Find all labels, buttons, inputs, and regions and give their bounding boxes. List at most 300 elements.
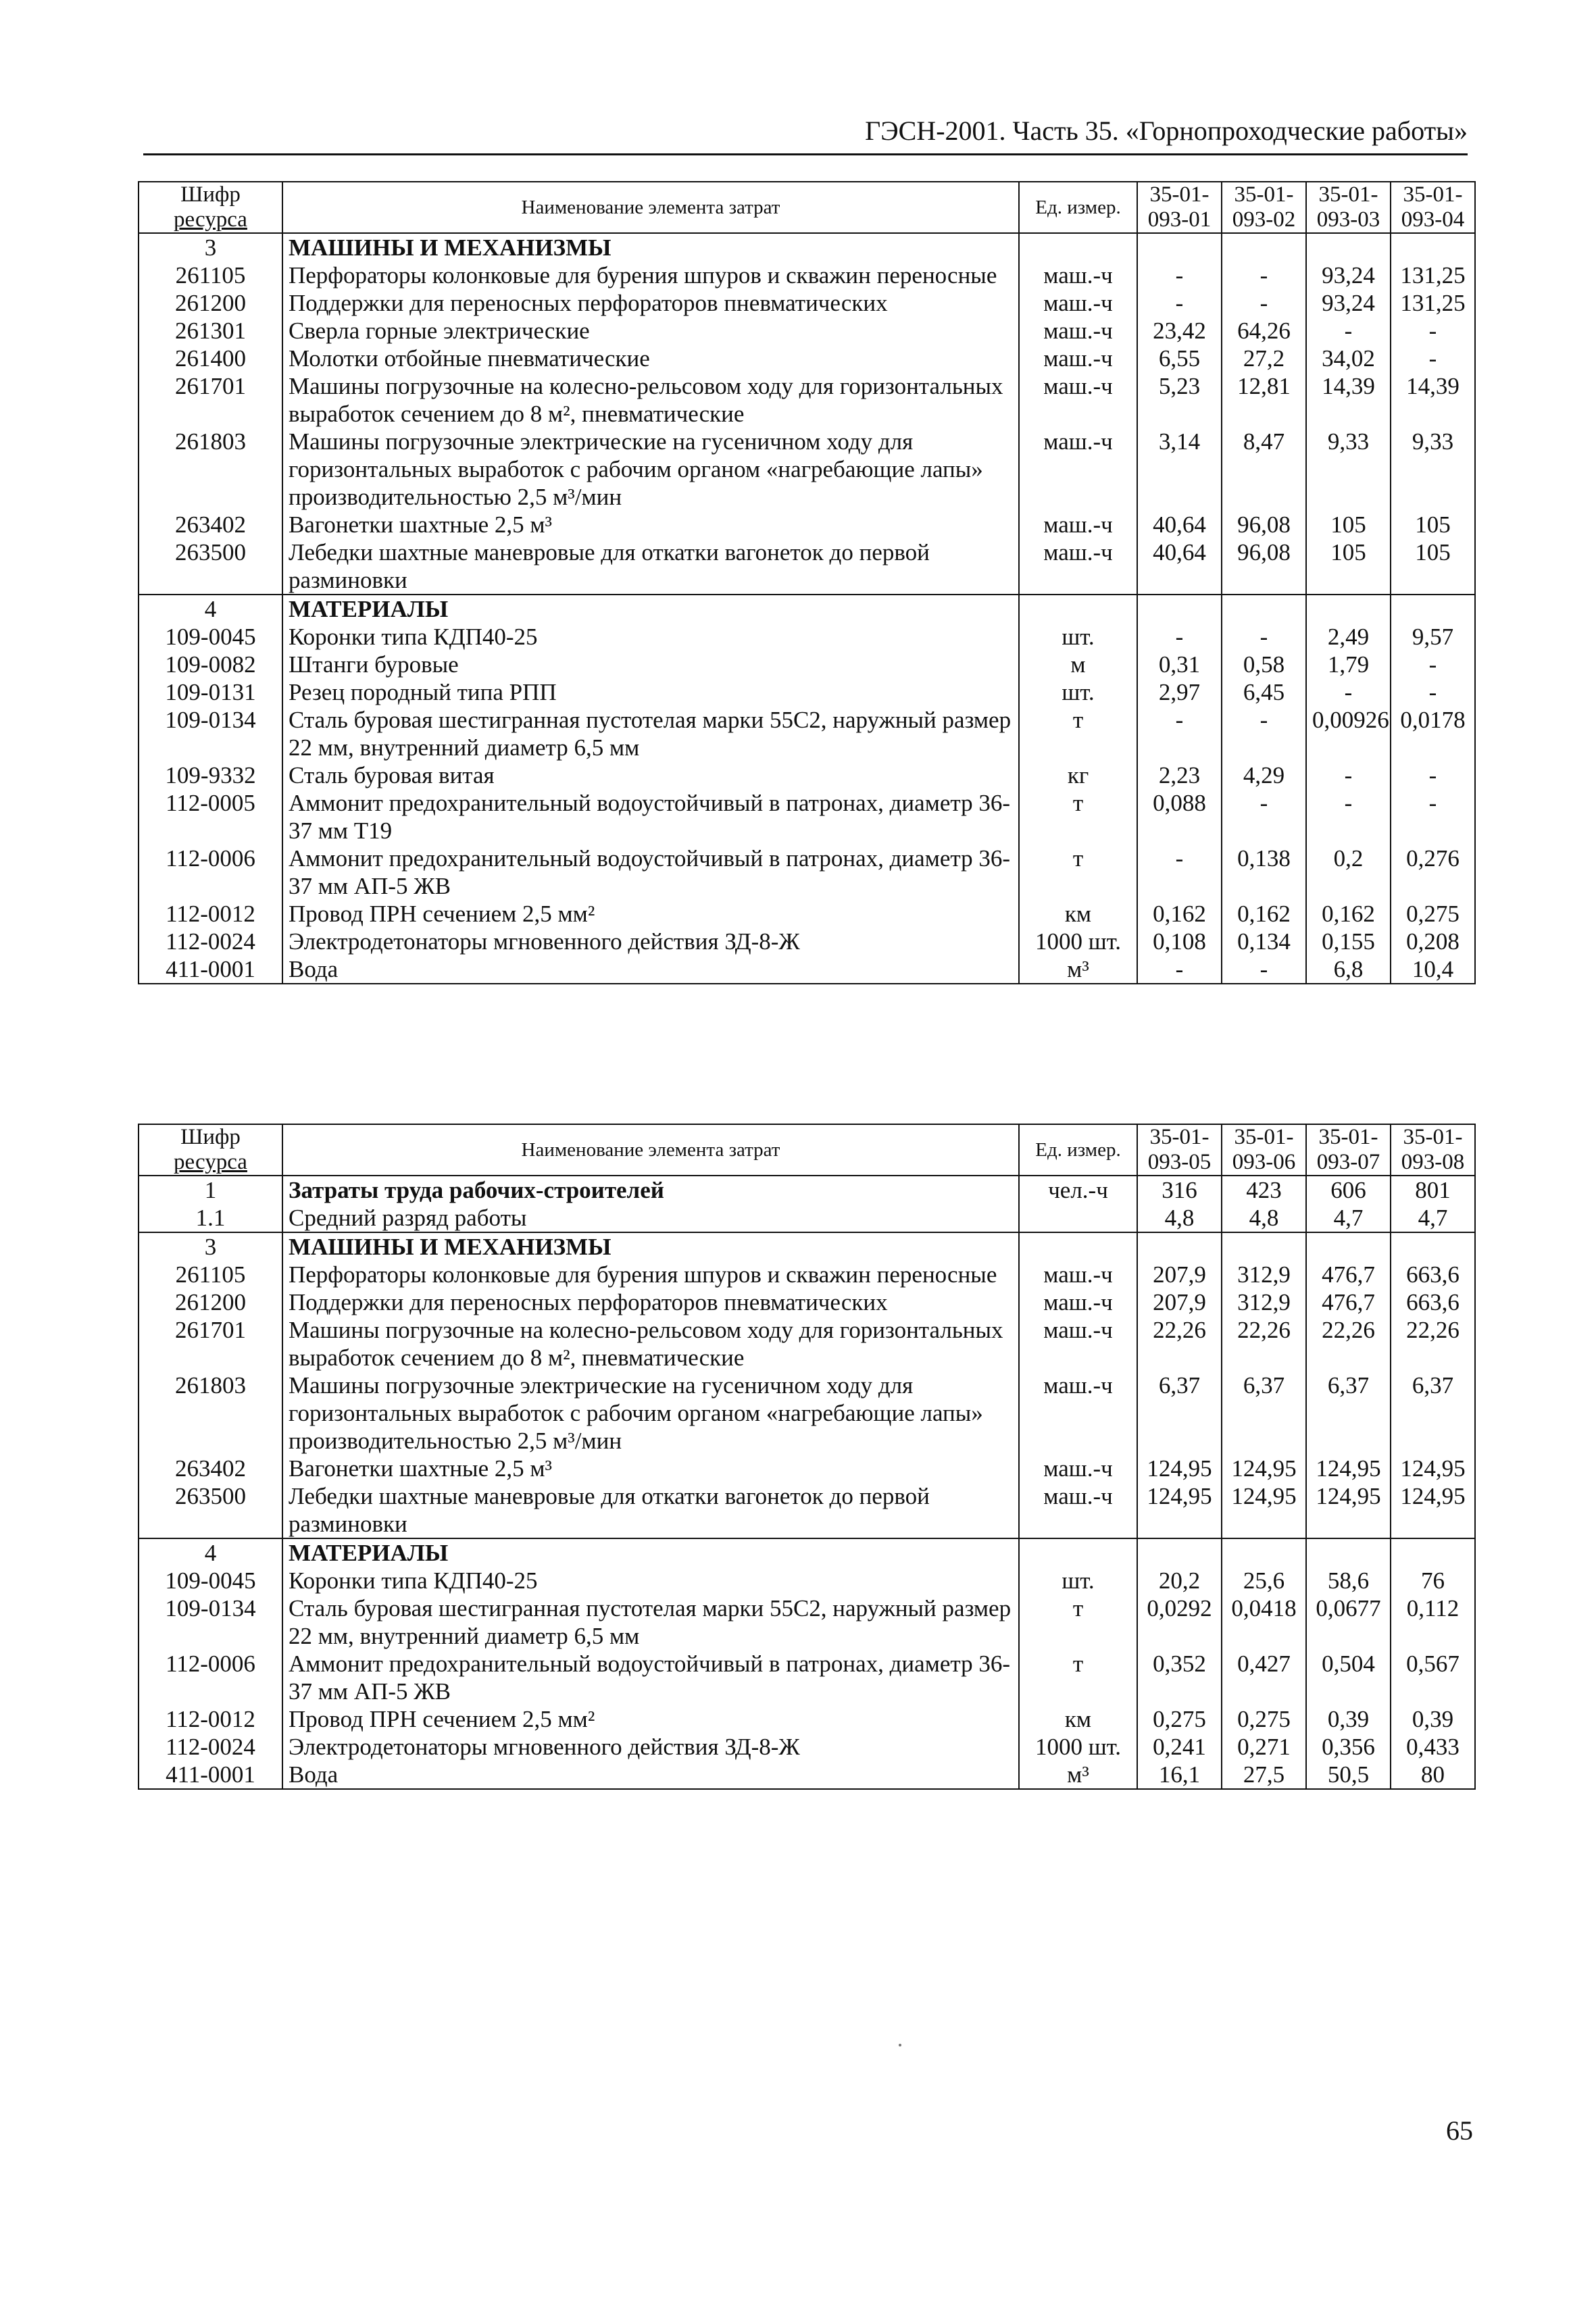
cost-element-name-cell: Вагонетки шахтные 2,5 м³ — [282, 1455, 1019, 1482]
value-cell: 9,57 — [1391, 623, 1475, 651]
resource-code-cell: 109-0131 — [139, 678, 282, 706]
header-col-093-05 — [1137, 1124, 1222, 1176]
value-cell: 80 — [1391, 1761, 1475, 1789]
value-cell — [1306, 1538, 1391, 1567]
value-cell — [1391, 233, 1475, 261]
cost-element-name-cell: Вода — [282, 955, 1019, 984]
value-cell: 0,275 — [1137, 1705, 1222, 1733]
value-cell: 0,2 — [1306, 845, 1391, 900]
value-cell: 0,504 — [1306, 1650, 1391, 1705]
value-cell: 0,155 — [1306, 928, 1391, 955]
value-cell: - — [1391, 761, 1475, 789]
value-cell: 124,95 — [1222, 1455, 1306, 1482]
value-cell: - — [1137, 955, 1222, 984]
value-cell: 0,241 — [1137, 1733, 1222, 1761]
resource-table-2 — [138, 1124, 1476, 1790]
value-cell: 40,64 — [1137, 538, 1222, 595]
value-cell: 6,37 — [1137, 1372, 1222, 1455]
resource-code-cell: 112-0024 — [139, 928, 282, 955]
header-col-093-01 — [1137, 182, 1222, 233]
value-cell — [1391, 1538, 1475, 1567]
resource-code-cell: 1.1 — [139, 1204, 282, 1232]
unit-cell: маш.-ч — [1019, 372, 1137, 428]
value-cell: 316 — [1137, 1176, 1222, 1204]
unit-cell: 1000 шт. — [1019, 1733, 1137, 1761]
value-cell: 0,134 — [1222, 928, 1306, 955]
cost-element-name-cell: МАТЕРИАЛЫ — [282, 595, 1019, 623]
value-cell: 6,8 — [1306, 955, 1391, 984]
value-cell: 20,2 — [1137, 1567, 1222, 1594]
value-cell: 423 — [1222, 1176, 1306, 1204]
unit-cell: маш.-ч — [1019, 1372, 1137, 1455]
resource-code-cell: 411-0001 — [139, 1761, 282, 1789]
unit-cell: маш.-ч — [1019, 1288, 1137, 1316]
resource-code-cell: 4 — [139, 595, 282, 623]
unit-cell: маш.-ч — [1019, 345, 1137, 372]
resource-code-cell: 109-0134 — [139, 1594, 282, 1650]
value-cell: - — [1222, 955, 1306, 984]
header-unit: Ед. измер. — [1019, 182, 1137, 233]
cost-element-name-cell: Машины погрузочные на колесно-рельсовом ходу для горизонтальных выработок сечением до 8 м², пневматические — [282, 372, 1019, 428]
table-row — [139, 845, 1475, 900]
header-col-line1: 35-01- — [1234, 1125, 1294, 1149]
value-cell: 96,08 — [1222, 511, 1306, 538]
header-col-093-08 — [1391, 1124, 1475, 1176]
value-cell — [1222, 595, 1306, 623]
value-cell: 14,39 — [1391, 372, 1475, 428]
value-cell: - — [1222, 706, 1306, 761]
section-row — [139, 595, 1475, 623]
value-cell: 6,37 — [1306, 1372, 1391, 1455]
value-cell: 8,47 — [1222, 428, 1306, 511]
resource-code-cell: 261701 — [139, 1316, 282, 1372]
header-cost-element-name: Наименование элемента затрат — [282, 182, 1019, 233]
unit-cell: т — [1019, 1650, 1137, 1705]
value-cell: 27,5 — [1222, 1761, 1306, 1789]
resource-code-cell: 109-0045 — [139, 1567, 282, 1594]
value-cell: 105 — [1306, 538, 1391, 595]
resource-code-cell: 109-0082 — [139, 651, 282, 678]
value-cell: 312,9 — [1222, 1261, 1306, 1288]
value-cell: 22,26 — [1222, 1316, 1306, 1372]
value-cell: 0,108 — [1137, 928, 1222, 955]
section-row — [139, 1176, 1475, 1204]
table-row — [139, 761, 1475, 789]
value-cell: 0,088 — [1137, 789, 1222, 845]
table-row — [139, 261, 1475, 289]
cost-element-name-cell: Поддержки для переносных перфораторов пневматических — [282, 289, 1019, 317]
resource-code-cell: 261200 — [139, 1288, 282, 1316]
value-cell: - — [1391, 345, 1475, 372]
header-col-093-06 — [1222, 1124, 1306, 1176]
header-cost-element-name: Наименование элемента затрат — [282, 1124, 1019, 1176]
cost-element-name-cell: Затраты труда рабочих-строителей — [282, 1176, 1019, 1204]
value-cell: 0,39 — [1306, 1705, 1391, 1733]
table-header-row — [139, 182, 1475, 233]
header-unit: Ед. измер. — [1019, 1124, 1137, 1176]
table-row — [139, 1316, 1475, 1372]
unit-cell — [1019, 1204, 1137, 1232]
unit-cell: т — [1019, 789, 1137, 845]
value-cell: 801 — [1391, 1176, 1475, 1204]
resource-code-cell: 112-0012 — [139, 900, 282, 928]
header-col-093-03 — [1306, 182, 1391, 233]
value-cell: 76 — [1391, 1567, 1475, 1594]
header-code-line2: ресурса — [174, 1150, 247, 1174]
cost-element-name-cell: Сталь буровая витая — [282, 761, 1019, 789]
section-row — [139, 1538, 1475, 1567]
value-cell: - — [1222, 789, 1306, 845]
value-cell: 4,7 — [1391, 1204, 1475, 1232]
table-row — [139, 1650, 1475, 1705]
value-cell: - — [1306, 678, 1391, 706]
resource-code-cell: 261301 — [139, 317, 282, 345]
value-cell: 64,26 — [1222, 317, 1306, 345]
header-col-line2: 093-01 — [1147, 207, 1212, 232]
value-cell: - — [1137, 623, 1222, 651]
value-cell: 476,7 — [1306, 1261, 1391, 1288]
cost-element-name-cell: Лебедки шахтные маневровые для откатки вагонеток до первой разминовки — [282, 1482, 1019, 1538]
header-code-line1: Шифр — [180, 1125, 241, 1149]
cost-element-name-cell: Сверла горные электрические — [282, 317, 1019, 345]
header-code-line1: Шифр — [180, 182, 241, 207]
table-row — [139, 1705, 1475, 1733]
unit-cell — [1019, 1538, 1137, 1567]
header-col-line2: 093-08 — [1401, 1150, 1465, 1174]
value-cell: 207,9 — [1137, 1288, 1222, 1316]
resource-code-cell: 112-0024 — [139, 1733, 282, 1761]
resource-code-cell: 112-0006 — [139, 845, 282, 900]
value-cell: 4,7 — [1306, 1204, 1391, 1232]
value-cell: 124,95 — [1391, 1455, 1475, 1482]
table-row — [139, 1594, 1475, 1650]
value-cell: 34,02 — [1306, 345, 1391, 372]
header-col-line1: 35-01- — [1403, 182, 1463, 207]
table-body — [139, 1176, 1475, 1789]
header-col-093-04 — [1391, 182, 1475, 233]
unit-cell: 1000 шт. — [1019, 928, 1137, 955]
cost-element-name-cell: Сталь буровая шестигранная пустотелая марки 55С2, наружный размер 22 мм, внутренний диаметр 6,5 мм — [282, 1594, 1019, 1650]
value-cell: 2,23 — [1137, 761, 1222, 789]
cost-element-name-cell: Коронки типа КДП40-25 — [282, 623, 1019, 651]
header-col-line2: 093-07 — [1316, 1150, 1380, 1174]
value-cell: 663,6 — [1391, 1261, 1475, 1288]
value-cell — [1306, 1232, 1391, 1261]
resource-code-cell: 112-0006 — [139, 1650, 282, 1705]
value-cell: 312,9 — [1222, 1288, 1306, 1316]
value-cell: 0,31 — [1137, 651, 1222, 678]
resource-code-cell: 109-9332 — [139, 761, 282, 789]
table-row — [139, 1372, 1475, 1455]
value-cell: 50,5 — [1306, 1761, 1391, 1789]
table-row — [139, 1204, 1475, 1232]
table-row — [139, 651, 1475, 678]
header-col-line1: 35-01- — [1234, 182, 1294, 207]
value-cell: - — [1222, 623, 1306, 651]
table-row — [139, 678, 1475, 706]
unit-cell: т — [1019, 706, 1137, 761]
value-cell: 0,0418 — [1222, 1594, 1306, 1650]
resource-code-cell: 109-0045 — [139, 623, 282, 651]
cost-element-name-cell: Перфораторы колонковые для бурения шпуров и скважин переносные — [282, 1261, 1019, 1288]
value-cell: 124,95 — [1137, 1482, 1222, 1538]
resource-code-cell: 109-0134 — [139, 706, 282, 761]
value-cell: - — [1137, 845, 1222, 900]
value-cell: 16,1 — [1137, 1761, 1222, 1789]
value-cell: 0,352 — [1137, 1650, 1222, 1705]
value-cell: 96,08 — [1222, 538, 1306, 595]
value-cell: 93,24 — [1306, 261, 1391, 289]
section-row — [139, 233, 1475, 261]
cost-element-name-cell: Средний разряд работы — [282, 1204, 1019, 1232]
unit-cell: км — [1019, 1705, 1137, 1733]
value-cell: 22,26 — [1306, 1316, 1391, 1372]
value-cell — [1391, 1232, 1475, 1261]
resource-code-cell: 3 — [139, 233, 282, 261]
cost-element-name-cell: МАШИНЫ И МЕХАНИЗМЫ — [282, 1232, 1019, 1261]
value-cell: 93,24 — [1306, 289, 1391, 317]
table-row — [139, 1288, 1475, 1316]
value-cell: 207,9 — [1137, 1261, 1222, 1288]
value-cell: 6,45 — [1222, 678, 1306, 706]
resource-code-cell: 4 — [139, 1538, 282, 1567]
table-row — [139, 706, 1475, 761]
cost-element-name-cell: Молотки отбойные пневматические — [282, 345, 1019, 372]
value-cell: 9,33 — [1391, 428, 1475, 511]
cost-element-name-cell: Сталь буровая шестигранная пустотелая марки 55С2, наружный размер 22 мм, внутренний диаметр 6,5 мм — [282, 706, 1019, 761]
value-cell: 0,162 — [1306, 900, 1391, 928]
value-cell: - — [1391, 317, 1475, 345]
cost-element-name-cell: МАШИНЫ И МЕХАНИЗМЫ — [282, 233, 1019, 261]
value-cell: 124,95 — [1391, 1482, 1475, 1538]
table-row — [139, 538, 1475, 595]
value-cell: 10,4 — [1391, 955, 1475, 984]
value-cell: 2,97 — [1137, 678, 1222, 706]
cost-element-name-cell: Штанги буровые — [282, 651, 1019, 678]
resource-code-cell: 261105 — [139, 1261, 282, 1288]
header-resource-code — [139, 182, 282, 233]
value-cell: 105 — [1391, 538, 1475, 595]
value-cell — [1391, 595, 1475, 623]
value-cell: - — [1306, 317, 1391, 345]
value-cell — [1137, 595, 1222, 623]
value-cell: 0,162 — [1222, 900, 1306, 928]
unit-cell: маш.-ч — [1019, 1455, 1137, 1482]
value-cell: 0,0178 — [1391, 706, 1475, 761]
value-cell: 6,37 — [1222, 1372, 1306, 1455]
cost-element-name-cell: Вода — [282, 1761, 1019, 1789]
header-col-line2: 093-06 — [1232, 1150, 1296, 1174]
unit-cell: маш.-ч — [1019, 261, 1137, 289]
value-cell: 25,6 — [1222, 1567, 1306, 1594]
value-cell: - — [1222, 289, 1306, 317]
resource-code-cell: 261701 — [139, 372, 282, 428]
resource-table-1 — [138, 181, 1476, 984]
value-cell: 606 — [1306, 1176, 1391, 1204]
value-cell — [1222, 1538, 1306, 1567]
cost-element-name-cell: Электродетонаторы мгновенного действия ЗД-8-Ж — [282, 928, 1019, 955]
value-cell: 6,37 — [1391, 1372, 1475, 1455]
unit-cell: кг — [1019, 761, 1137, 789]
value-cell: 124,95 — [1306, 1482, 1391, 1538]
header-col-line2: 093-02 — [1232, 207, 1296, 232]
value-cell: 9,33 — [1306, 428, 1391, 511]
resource-code-cell: 261803 — [139, 1372, 282, 1455]
cost-element-name-cell: Машины погрузочные на колесно-рельсовом ходу для горизонтальных выработок сечением до 8 м², пневматические — [282, 1316, 1019, 1372]
header-col-093-02 — [1222, 182, 1306, 233]
value-cell: - — [1137, 706, 1222, 761]
value-cell: 0,00926 — [1306, 706, 1391, 761]
unit-cell — [1019, 233, 1137, 261]
table-row — [139, 623, 1475, 651]
value-cell: - — [1391, 789, 1475, 845]
header-col-line1: 35-01- — [1318, 1125, 1378, 1149]
resource-code-cell: 261400 — [139, 345, 282, 372]
value-cell: 131,25 — [1391, 289, 1475, 317]
resource-code-cell: 263500 — [139, 1482, 282, 1538]
table-row — [139, 1567, 1475, 1594]
value-cell: - — [1222, 261, 1306, 289]
cost-element-name-cell: Провод ПРН сечением 2,5 мм² — [282, 1705, 1019, 1733]
value-cell: - — [1391, 678, 1475, 706]
cost-element-name-cell: Аммонит предохранительный водоустойчивый в патронах, диаметр 36-37 мм АП-5 ЖВ — [282, 1650, 1019, 1705]
cost-element-name-cell: Перфораторы колонковые для бурения шпуров и скважин переносные — [282, 261, 1019, 289]
table-row — [139, 317, 1475, 345]
page-number: 65 — [1446, 2115, 1473, 2146]
value-cell: 4,29 — [1222, 761, 1306, 789]
unit-cell: маш.-ч — [1019, 1482, 1137, 1538]
cost-element-name-cell: Вагонетки шахтные 2,5 м³ — [282, 511, 1019, 538]
table-row — [139, 1482, 1475, 1538]
resource-code-cell: 263402 — [139, 1455, 282, 1482]
resource-code-cell: 261803 — [139, 428, 282, 511]
unit-cell: маш.-ч — [1019, 1261, 1137, 1288]
cost-element-name-cell: Коронки типа КДП40-25 — [282, 1567, 1019, 1594]
value-cell: 0,271 — [1222, 1733, 1306, 1761]
value-cell: 0,275 — [1222, 1705, 1306, 1733]
unit-cell: м — [1019, 651, 1137, 678]
value-cell: 58,6 — [1306, 1567, 1391, 1594]
cost-element-name-cell: Поддержки для переносных перфораторов пневматических — [282, 1288, 1019, 1316]
unit-cell: маш.-ч — [1019, 428, 1137, 511]
value-cell: 23,42 — [1137, 317, 1222, 345]
value-cell: 0,0292 — [1137, 1594, 1222, 1650]
resource-code-cell: 112-0005 — [139, 789, 282, 845]
value-cell: 4,8 — [1137, 1204, 1222, 1232]
resource-code-cell: 1 — [139, 1176, 282, 1204]
resource-code-cell: 112-0012 — [139, 1705, 282, 1733]
value-cell: 131,25 — [1391, 261, 1475, 289]
header-code-line2: ресурса — [174, 207, 247, 232]
value-cell: 40,64 — [1137, 511, 1222, 538]
table-row — [139, 1761, 1475, 1789]
value-cell — [1137, 1538, 1222, 1567]
unit-cell: шт. — [1019, 678, 1137, 706]
resource-code-cell: 263402 — [139, 511, 282, 538]
header-resource-code — [139, 1124, 282, 1176]
value-cell: 14,39 — [1306, 372, 1391, 428]
cost-element-name-cell: Машины погрузочные электрические на гусеничном ходу для горизонтальных выработок с рабочим органом «нагребающие лапы» производительностью 2,5 м³/мин — [282, 428, 1019, 511]
unit-cell — [1019, 595, 1137, 623]
value-cell: 105 — [1306, 511, 1391, 538]
resource-code-cell: 261105 — [139, 261, 282, 289]
value-cell: 6,55 — [1137, 345, 1222, 372]
value-cell: 4,8 — [1222, 1204, 1306, 1232]
value-cell: 0,39 — [1391, 1705, 1475, 1733]
header-col-line1: 35-01- — [1149, 1125, 1210, 1149]
resource-code-cell: 263500 — [139, 538, 282, 595]
value-cell: 0,162 — [1137, 900, 1222, 928]
value-cell: 663,6 — [1391, 1288, 1475, 1316]
table-row — [139, 345, 1475, 372]
value-cell: - — [1306, 789, 1391, 845]
unit-cell: чел.-ч — [1019, 1176, 1137, 1204]
value-cell: 124,95 — [1222, 1482, 1306, 1538]
table-row — [139, 372, 1475, 428]
cost-element-name-cell: Электродетонаторы мгновенного действия ЗД-8-Ж — [282, 1733, 1019, 1761]
header-col-line1: 35-01- — [1318, 182, 1378, 207]
value-cell: 0,567 — [1391, 1650, 1475, 1705]
table-row — [139, 900, 1475, 928]
unit-cell: т — [1019, 845, 1137, 900]
table-row — [139, 511, 1475, 538]
value-cell: 0,275 — [1391, 900, 1475, 928]
unit-cell: шт. — [1019, 1567, 1137, 1594]
table-row — [139, 789, 1475, 845]
value-cell: 0,208 — [1391, 928, 1475, 955]
cost-element-name-cell: Резец породный типа РПП — [282, 678, 1019, 706]
value-cell: 124,95 — [1137, 1455, 1222, 1482]
value-cell: - — [1137, 289, 1222, 317]
table-row — [139, 955, 1475, 984]
section-row — [139, 1232, 1475, 1261]
header-col-093-07 — [1306, 1124, 1391, 1176]
resource-code-cell: 411-0001 — [139, 955, 282, 984]
table-row — [139, 928, 1475, 955]
scan-speck — [899, 2044, 901, 2046]
table-row — [139, 428, 1475, 511]
running-header: ГЭСН-2001. Часть 35. «Горнопроходческие работы» — [143, 115, 1468, 155]
value-cell — [1306, 233, 1391, 261]
unit-cell: км — [1019, 900, 1137, 928]
header-col-line2: 093-04 — [1401, 207, 1465, 232]
value-cell: 2,49 — [1306, 623, 1391, 651]
value-cell: 0,58 — [1222, 651, 1306, 678]
value-cell: 0,0677 — [1306, 1594, 1391, 1650]
cost-element-name-cell: Аммонит предохранительный водоустойчивый в патронах, диаметр 36-37 мм АП-5 ЖВ — [282, 845, 1019, 900]
unit-cell: м³ — [1019, 1761, 1137, 1789]
cost-element-name-cell: Провод ПРН сечением 2,5 мм² — [282, 900, 1019, 928]
unit-cell: маш.-ч — [1019, 511, 1137, 538]
value-cell: 0,138 — [1222, 845, 1306, 900]
header-col-line2: 093-05 — [1147, 1150, 1212, 1174]
value-cell: 0,276 — [1391, 845, 1475, 900]
value-cell: 105 — [1391, 511, 1475, 538]
value-cell: 12,81 — [1222, 372, 1306, 428]
unit-cell: т — [1019, 1594, 1137, 1650]
resource-code-cell: 261200 — [139, 289, 282, 317]
value-cell: - — [1137, 261, 1222, 289]
table-row — [139, 1733, 1475, 1761]
value-cell — [1137, 1232, 1222, 1261]
table-row — [139, 1455, 1475, 1482]
value-cell: 1,79 — [1306, 651, 1391, 678]
unit-cell — [1019, 1232, 1137, 1261]
value-cell: 0,112 — [1391, 1594, 1475, 1650]
value-cell: 0,427 — [1222, 1650, 1306, 1705]
value-cell: 22,26 — [1391, 1316, 1475, 1372]
unit-cell: маш.-ч — [1019, 1316, 1137, 1372]
